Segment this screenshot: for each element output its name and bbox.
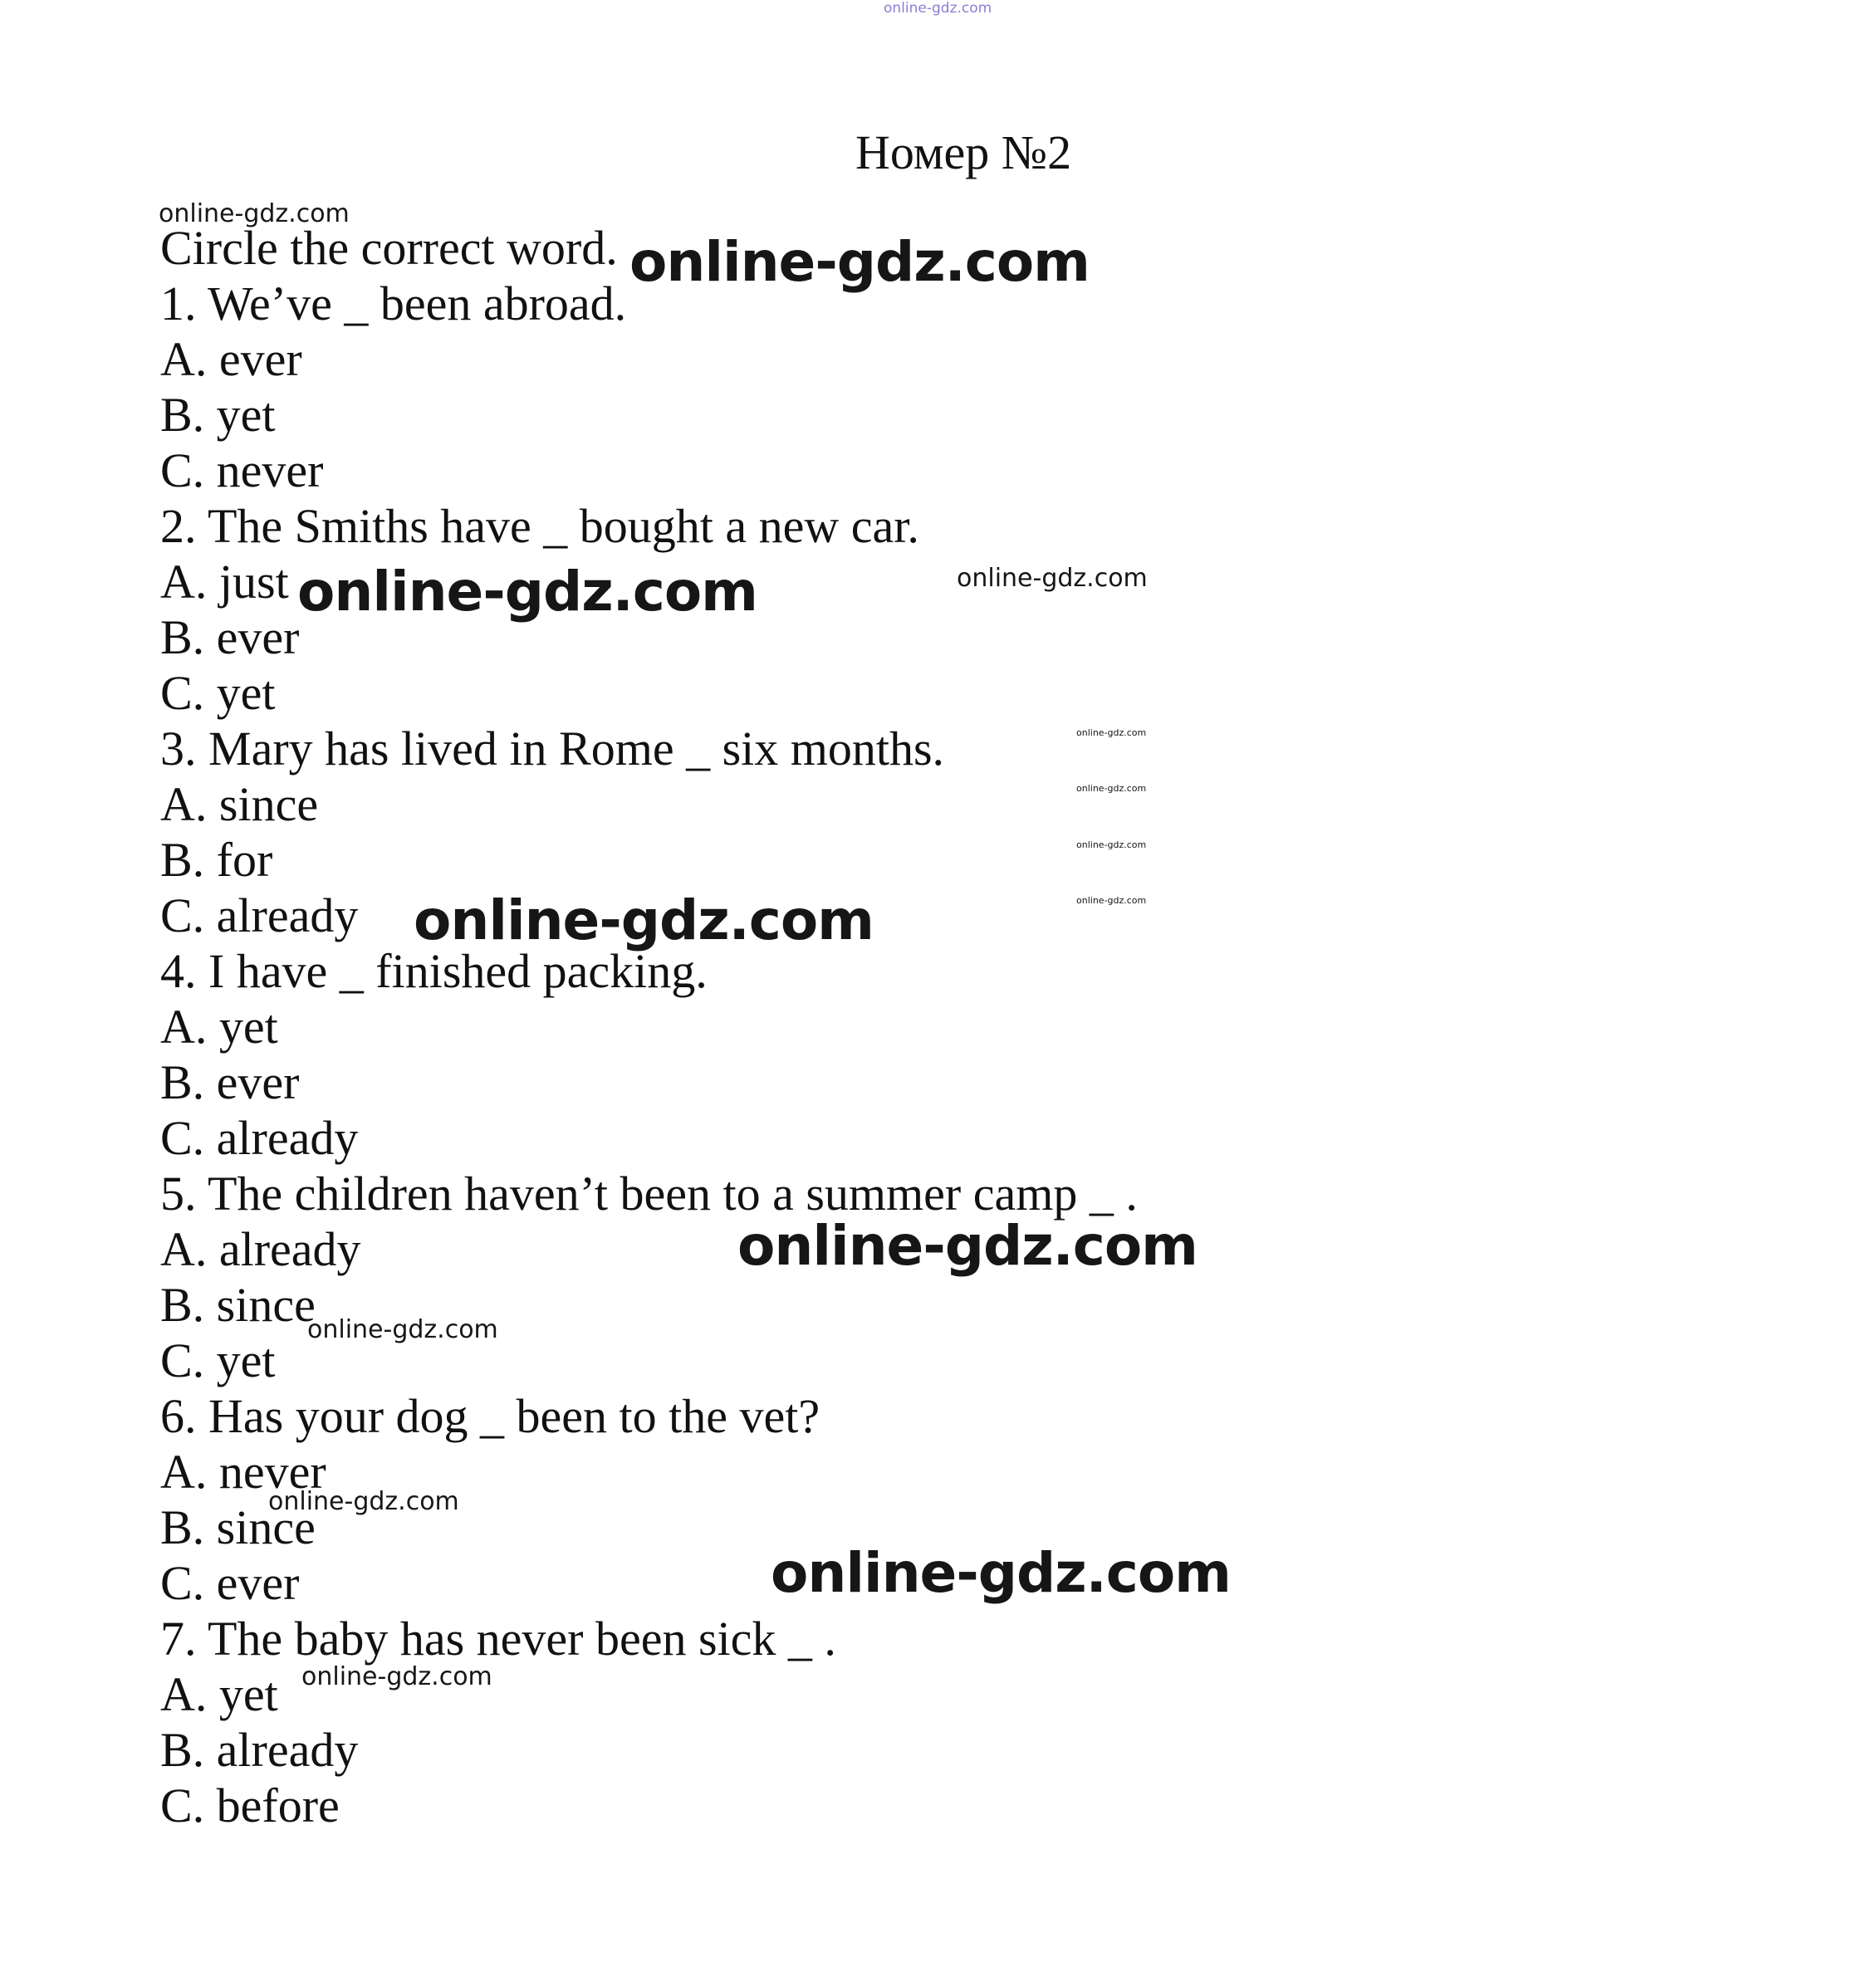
watermark: online-gdz.com <box>159 199 350 228</box>
q4-option-a[interactable]: A. yet <box>160 1000 278 1054</box>
watermark: online-gdz.com <box>1076 895 1147 906</box>
watermark: online-gdz.com <box>957 564 1148 593</box>
watermark: online-gdz.com <box>737 1214 1198 1278</box>
q7-option-c[interactable]: C. before <box>160 1779 340 1832</box>
q6-option-a[interactable]: A. never <box>160 1445 326 1499</box>
watermark: online-gdz.com <box>414 888 874 952</box>
question-1: 1. We’ve _ been abroad. <box>160 276 627 330</box>
watermark: online-gdz.com <box>297 560 757 624</box>
q7-option-a[interactable]: A. yet <box>160 1667 278 1721</box>
watermark: online-gdz.com <box>1076 783 1147 794</box>
q1-option-a[interactable]: A. ever <box>160 332 302 386</box>
q2-option-b[interactable]: B. ever <box>160 610 300 664</box>
q6-option-c[interactable]: C. ever <box>160 1556 300 1610</box>
watermark: online-gdz.com <box>301 1662 492 1691</box>
q2-option-c[interactable]: C. yet <box>160 666 276 720</box>
q2-option-a[interactable]: A. just <box>160 555 289 609</box>
q7-option-b[interactable]: B. already <box>160 1723 359 1777</box>
question-5: 5. The children haven’t been to a summer camp _ . <box>160 1167 1138 1221</box>
watermark: online-gdz.com <box>307 1315 498 1344</box>
question-7: 7. The baby has never been sick _ . <box>160 1612 836 1666</box>
q5-option-b[interactable]: B. since <box>160 1278 316 1332</box>
watermark: online-gdz.com <box>1076 727 1147 738</box>
instruction: Circle the correct word. <box>160 221 618 275</box>
q4-option-c[interactable]: C. already <box>160 1111 359 1165</box>
watermark: online-gdz.com <box>884 0 992 17</box>
q1-option-c[interactable]: C. never <box>160 443 324 497</box>
q3-option-c[interactable]: C. already <box>160 888 359 942</box>
watermark: online-gdz.com <box>771 1541 1231 1605</box>
page-title: Номер №2 <box>855 125 1072 179</box>
q3-option-b[interactable]: B. for <box>160 833 273 887</box>
q5-option-c[interactable]: C. yet <box>160 1333 276 1387</box>
question-3: 3. Mary has lived in Rome _ six months. <box>160 722 945 776</box>
q5-option-a[interactable]: A. already <box>160 1222 361 1276</box>
q4-option-b[interactable]: B. ever <box>160 1055 300 1109</box>
question-4: 4. I have _ finished packing. <box>160 944 708 998</box>
watermark: online-gdz.com <box>1076 839 1147 850</box>
watermark: online-gdz.com <box>268 1487 459 1516</box>
watermark: online-gdz.com <box>629 230 1090 294</box>
q1-option-b[interactable]: B. yet <box>160 388 276 442</box>
q3-option-a[interactable]: A. since <box>160 777 319 831</box>
question-2: 2. The Smiths have _ bought a new car. <box>160 499 919 553</box>
question-6: 6. Has your dog _ been to the vet? <box>160 1389 820 1443</box>
q6-option-b[interactable]: B. since <box>160 1500 316 1554</box>
